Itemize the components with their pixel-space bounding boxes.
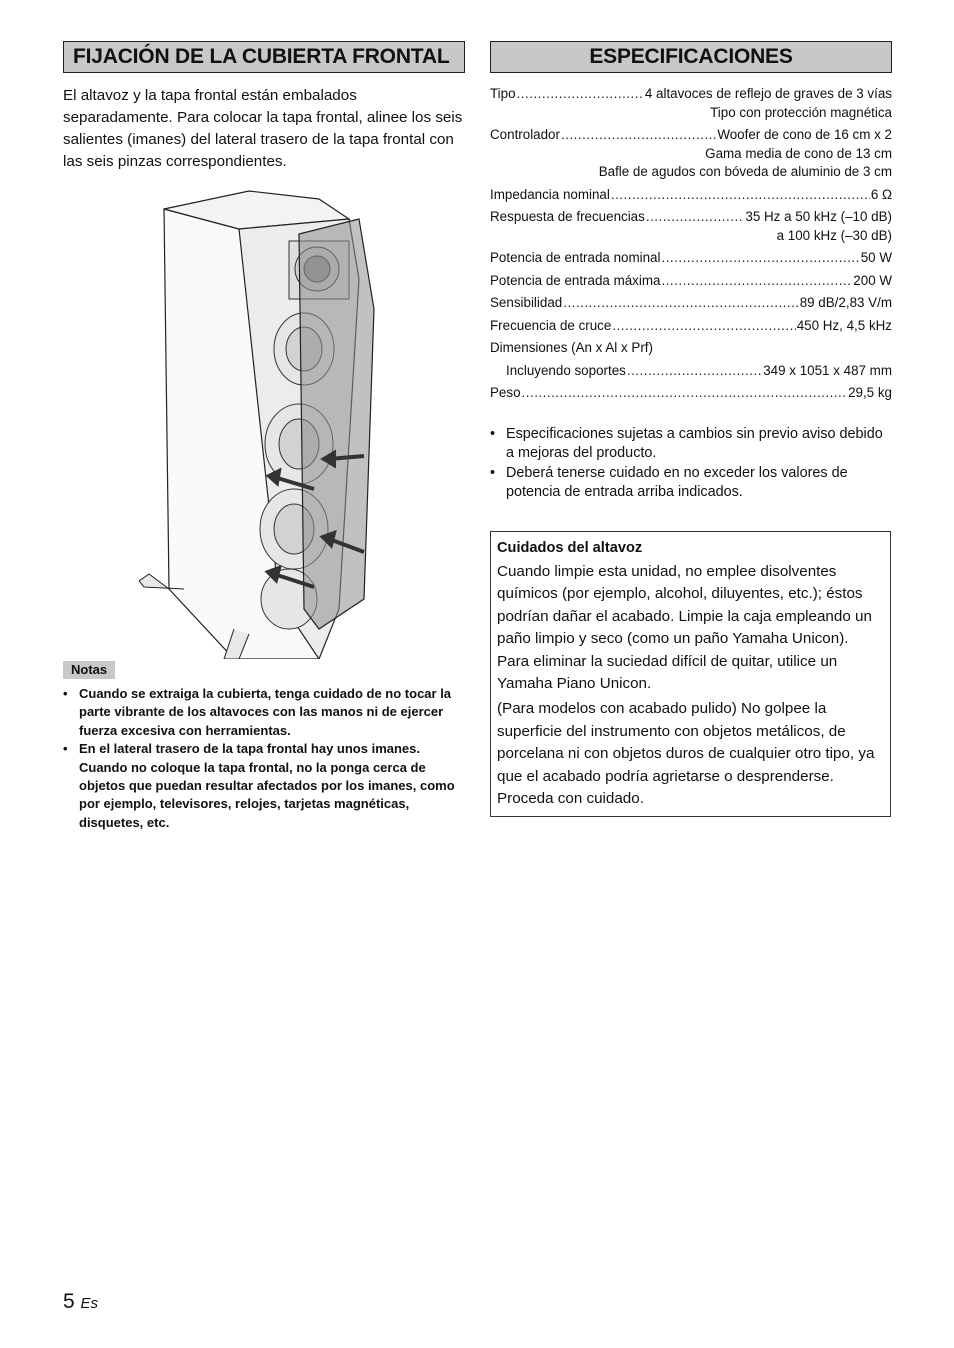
spec-continuation: a 100 kHz (–30 dB)	[776, 227, 892, 243]
spec-key: Tipo	[490, 86, 516, 101]
spec-row-dimensiones: Dimensiones (An x Al x Prf)	[490, 340, 653, 355]
left-column	[63, 41, 465, 830]
spec-value: 89 dB/2,83 V/m	[799, 295, 892, 310]
spec-key: Respuesta de frecuencias	[490, 209, 645, 224]
notes-section	[63, 661, 465, 832]
spec-key: Potencia de entrada máxima	[490, 272, 661, 288]
spec-row-respuesta	[490, 208, 892, 227]
spec-row-tipo	[490, 85, 892, 104]
page-number	[63, 1290, 98, 1314]
care-paragraph: Cuando limpie esta unidad, no emplee disolventes químicos (por ejemplo, alcohol, diluyentes, etc.); éstos podrían dañar el acabado. Limpie la caja empleando un paño limpio y seco (como un paño Yamaha Unicon). Para eliminar la suciedad difícil de quitar, utilice un Yamaha Piano Unicon.	[497, 563, 872, 693]
section-heading-front-cover: FIJACIÓN DE LA CUBIERTA FRONTAL	[63, 41, 465, 73]
spec-value: Woofer de cono de 16 cm x 2	[717, 127, 892, 142]
spec-value: 50 W	[860, 250, 892, 265]
spec-note-item: • Deberá tenerse cuidado en no exceder los valores de potencia de entrada arriba indicados.	[490, 464, 892, 503]
specifications-list	[490, 85, 892, 403]
page-language: Es	[80, 1295, 99, 1312]
spec-key: Frecuencia de cruce	[490, 317, 612, 333]
spec-row-cruce	[490, 317, 892, 336]
spec-key: Impedancia nominal	[490, 186, 610, 202]
page-number-value: 5	[63, 1290, 75, 1313]
speaker-illustration	[139, 189, 389, 659]
notes-list	[63, 685, 465, 832]
spec-value: 29,5 kg	[848, 385, 892, 400]
spec-notes-list	[490, 425, 892, 503]
spec-row-sensibilidad	[490, 294, 892, 313]
spec-continuation: Gama media de cono de 13 cm	[705, 145, 892, 161]
spec-value: 450 Hz, 4,5 kHz	[796, 317, 892, 333]
spec-row-controlador	[490, 126, 892, 145]
spec-continuation: Tipo con protección magnética	[710, 104, 892, 120]
spec-key: Sensibilidad	[490, 295, 563, 310]
spec-value: 4 altavoces de reflejo de graves de 3 vías	[644, 86, 892, 101]
spec-value: 349 x 1051 x 487 mm	[763, 362, 892, 378]
spec-value: 35 Hz a 50 kHz (–10 dB)	[745, 209, 892, 224]
spec-row-potencia-maxima	[490, 272, 892, 291]
note-item: • En el lateral trasero de la tapa frontal hay unos imanes. Cuando no coloque la tapa frontal, no la ponga cerca de objetos que puedan resultar afectados por los imanes, como por ejemplo, televisores, relojes, tarjetas magnéticas, disquetes, etc.	[63, 740, 465, 832]
care-box	[490, 531, 891, 817]
spec-row-potencia-nominal	[490, 249, 892, 268]
notes-label: Notas	[63, 661, 115, 679]
care-paragraph: (Para modelos con acabado pulido) No golpee la superficie del instrumento con objetos metálicos, de porcelana ni con objetos duros de cualquier otro tipo, ya que el acabado podría agrietarse o desprenderse. Proceda con cuidado.	[497, 700, 875, 808]
right-column	[490, 41, 892, 503]
spec-row-soportes	[490, 362, 892, 381]
spec-key: Controlador	[490, 127, 560, 142]
spec-row-impedancia	[490, 186, 892, 205]
section-heading-specifications: ESPECIFICACIONES	[490, 41, 892, 73]
spec-note-item: • Especificaciones sujetas a cambios sin previo aviso debido a mejoras del producto.	[490, 425, 892, 464]
spec-key: Peso	[490, 385, 521, 400]
note-item: • Cuando se extraiga la cubierta, tenga cuidado de no tocar la parte vibrante de los altavoces con las manos ni de ejercer fuerza excesiva con herramientas.	[63, 685, 465, 740]
spec-value: 200 W	[853, 272, 892, 288]
spec-value: 6 Ω	[870, 186, 892, 202]
care-title: Cuidados del altavoz	[497, 540, 643, 556]
spec-key: Incluyendo soportes	[506, 362, 626, 378]
intro-paragraph: El altavoz y la tapa frontal están embalados separadamente. Para colocar la tapa frontal, alinee los seis salientes (imanes) del lateral trasero de la tapa frontal con las seis pinzas correspondientes.	[63, 87, 463, 170]
spec-key: Potencia de entrada nominal	[490, 250, 661, 265]
spec-continuation: Bafle de agudos con bóveda de aluminio de 3 cm	[598, 164, 892, 179]
spec-row-peso	[490, 384, 892, 403]
